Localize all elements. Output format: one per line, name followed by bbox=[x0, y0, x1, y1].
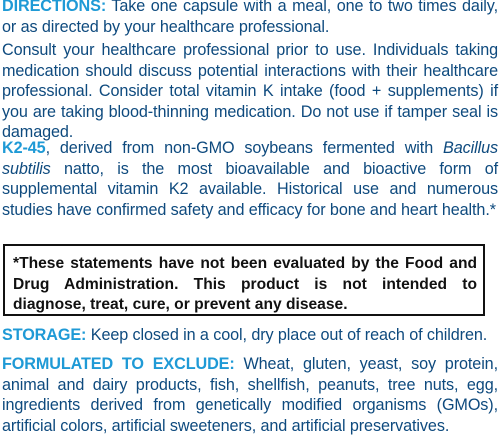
storage-heading: STORAGE: bbox=[2, 326, 87, 344]
caution-text: Consult your healthcare professional prior to use. Individuals taking medication should discuss potential interactions with their healthcare professional. Consider total vitamin K intake (food + supplements) if you are taking blood-thinning medication. Do not use if tamper seal is damaged. bbox=[2, 41, 498, 141]
storage-text: Keep closed in a cool, dry place out of reach of children. bbox=[86, 326, 488, 344]
k2-name: K2-45 bbox=[2, 139, 46, 157]
k2-text-before: , derived from non-GMO soybeans fermented with bbox=[45, 139, 444, 157]
caution-section bbox=[2, 40, 498, 143]
formulated-text: Wheat, gluten, yeast, soy protein, animal and dairy products, fish, shellfish, peanuts, tree nuts, egg, ingredients derived from genetically modified organisms (GMOs), artificial colors, artificial sweeteners, and artificial preservatives. bbox=[2, 355, 498, 435]
fda-notice-box bbox=[3, 244, 485, 316]
k2-section bbox=[2, 138, 498, 220]
k2-text-after: natto, is the most bioavailable and bioactive form of supplemental vitamin K2 available. Historical use and numerous studies have confirmed safety and efficacy for bone and heart health.* bbox=[2, 159, 498, 219]
directions-heading: DIRECTIONS: bbox=[2, 0, 107, 15]
fda-notice-text: *These statements have not been evaluated by the Food and Drug Administration. This product is not intended to diagnose, treat, cure, or prevent any disease. bbox=[13, 255, 477, 313]
k2-species: Bacillus subtilis bbox=[2, 139, 498, 178]
storage-section bbox=[2, 325, 498, 346]
formulated-section bbox=[2, 354, 498, 436]
directions-text: Take one capsule with a meal, one to two times daily, or as directed by your healthcare professional. bbox=[2, 0, 498, 36]
directions-section bbox=[2, 0, 498, 37]
formulated-heading: FORMULATED TO EXCLUDE: bbox=[2, 355, 235, 373]
